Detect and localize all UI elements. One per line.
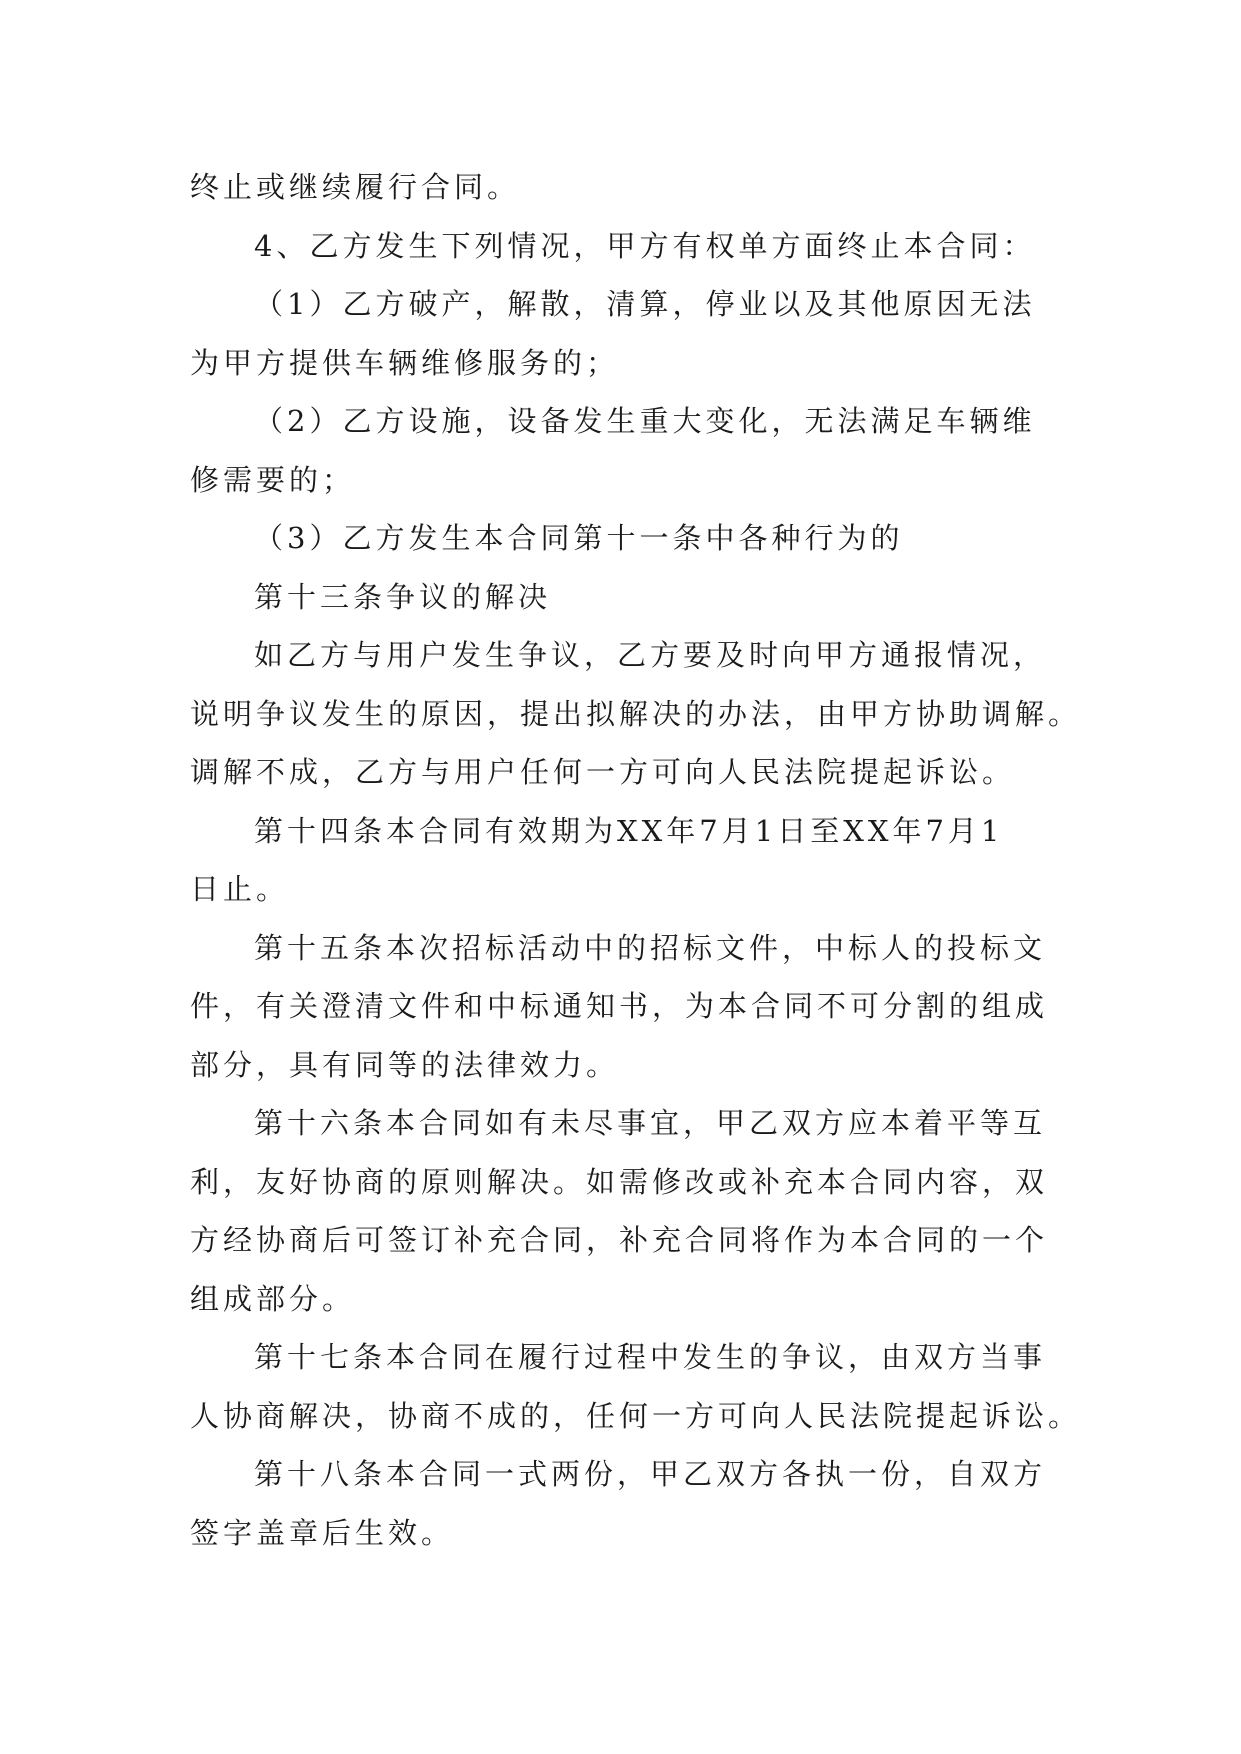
text-line: 为甲方提供车辆维修服务的； [190,345,620,380]
text-line: 第十五条本次招标活动中的招标文件，中标人的投标文 [254,930,1047,965]
text-line: （1）乙方破产，解散，清算，停业以及其他原因无法 [254,287,1036,321]
text-line: （3）乙方发生本合同第十一条中各种行为的 [254,521,904,555]
text-line: 4、乙方发生下列情况，甲方有权单方面终止本合同： [254,228,1036,263]
text-line: 日止。 [190,872,290,906]
text-line: 调解不成，乙方与用户任何一方可向人民法院提起诉讼。 [190,755,1016,789]
text-line: （2）乙方设施，设备发生重大变化，无法满足车辆维 [254,404,1036,438]
text-line: 组成部分。 [190,1281,356,1316]
text-line: 终止或继续履行合同。 [190,170,521,204]
text-line: 修需要的； [190,462,356,497]
text-line: 部分，具有同等的法律效力。 [190,1047,620,1082]
text-line: 方经协商后可签订补充合同，补充合同将作为本合同的一个 [190,1223,1049,1257]
text-line: 说明争议发生的原因，提出拟解决的办法，由甲方协助调解。 [190,696,1082,731]
text-line: 人协商解决，协商不成的，任何一方可向人民法院提起诉讼。 [190,1398,1082,1433]
text-line: 签字盖章后生效。 [190,1515,455,1550]
text-line: 如乙方与用户发生争议，乙方要及时向甲方通报情况， [254,638,1047,672]
text-line: 件，有关澄清文件和中标通知书，为本合同不可分割的组成 [190,989,1049,1023]
text-line: 利，友好协商的原则解决。如需修改或补充本合同内容，双 [190,1164,1049,1199]
text-line: 第十四条本合同有效期为XX年7月1日至XX年7月1 [254,813,1004,848]
text-line: 第十八条本合同一式两份，甲乙双方各执一份，自双方 [254,1457,1047,1491]
text-line: 第十三条争议的解决 [254,579,552,614]
contract-body-text [190,158,1082,1562]
text-line: 第十七条本合同在履行过程中发生的争议，由双方当事 [254,1340,1047,1374]
text-line: 第十六条本合同如有未尽事宜，甲乙双方应本着平等互 [254,1106,1047,1140]
